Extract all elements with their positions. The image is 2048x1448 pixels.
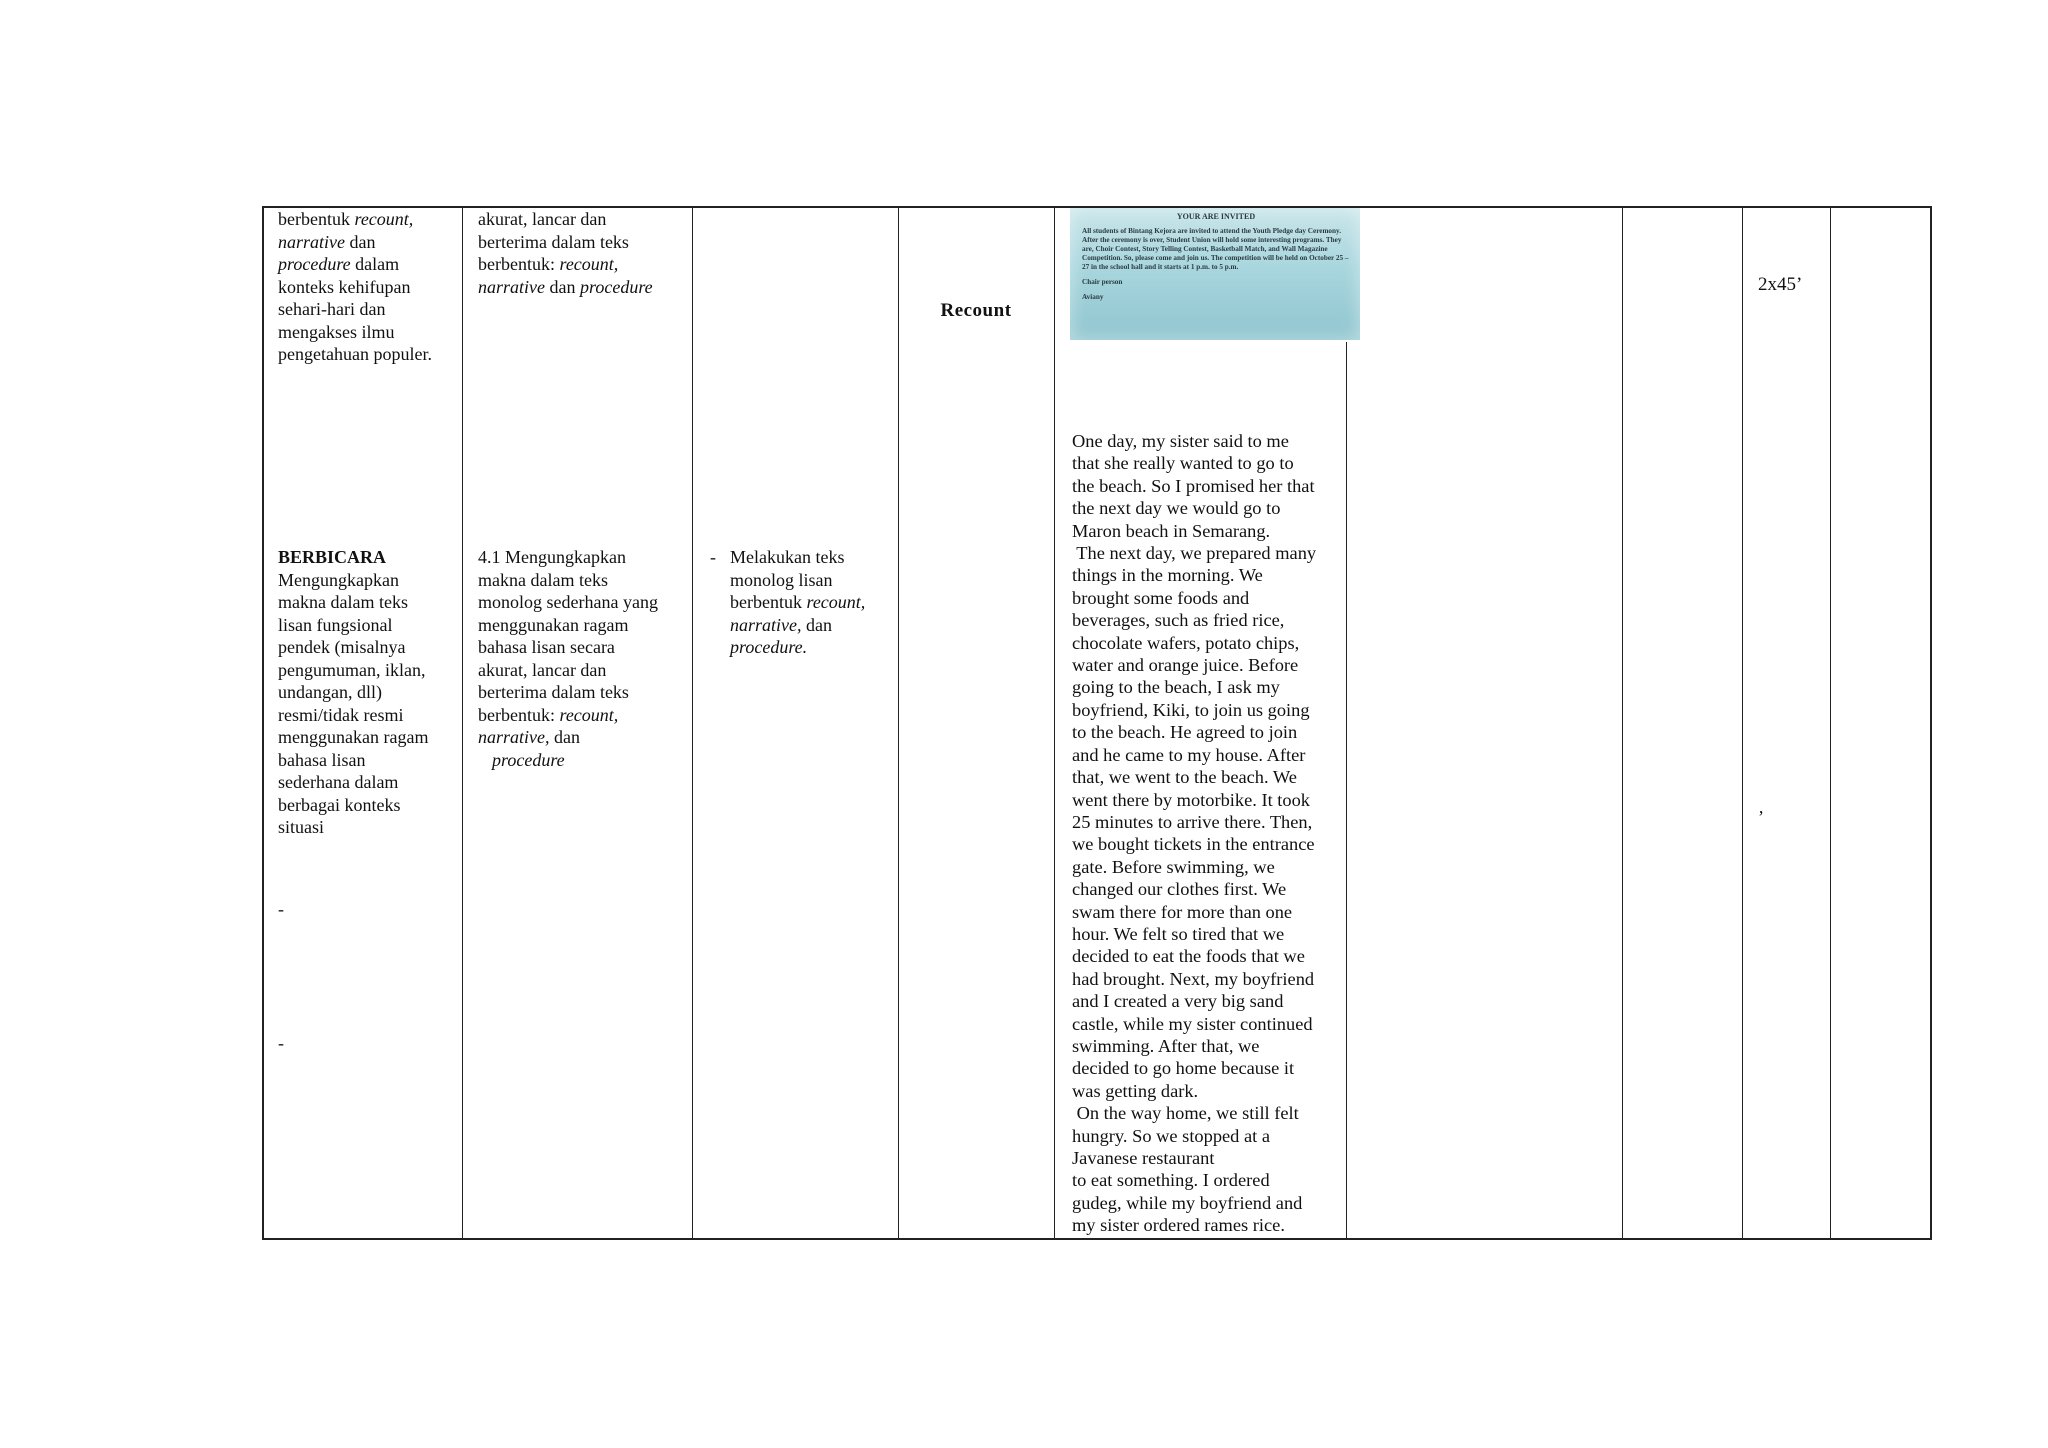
invitation-card-image <box>1070 208 1360 340</box>
text-line: sederhana dalam <box>278 772 399 792</box>
column-divider <box>898 208 899 1238</box>
text-line: mengakses ilmu <box>278 321 395 342</box>
text-fragment: recount, <box>806 592 866 612</box>
story-line: changed our clothes first. We <box>1072 879 1287 900</box>
text-line: pengetahuan populer. <box>278 344 432 364</box>
text-line: makna dalam teks <box>278 592 408 612</box>
text-type-label: Recount <box>940 300 1012 321</box>
standard-competency-cell <box>278 208 458 366</box>
text-fragment: berbentuk: <box>478 704 560 725</box>
invitation-signoff: Chair person <box>1082 278 1123 286</box>
text-fragment: procedure. <box>730 637 808 657</box>
text-fragment: berbentuk <box>730 592 807 612</box>
text-line: berterima dalam teks <box>478 231 629 252</box>
story-line: 25 minutes to arrive there. Then, <box>1072 811 1313 832</box>
text-line: undangan, dll) <box>278 682 382 702</box>
story-line: hungry. So we stopped at a <box>1072 1125 1271 1146</box>
text-fragment: procedure <box>278 254 351 274</box>
column-divider <box>692 208 693 1238</box>
story-line: swam there for more than one <box>1072 901 1293 922</box>
text-line: konteks kehifupan <box>278 276 411 297</box>
bullet-dash: - <box>278 1033 284 1053</box>
text-line: berbagai konteks <box>278 794 401 815</box>
text-line: Melakukan teks <box>730 547 845 567</box>
invitation-body: All students of Bintang Kejora are invited to attend the Youth Pledge day Ceremony. After the ceremony is over, Student Union will hold some interesting programs. They are, Choir Contest, Story Telling Contest, Basketball Match, and Wall Magazine Competition. So, please come and join us. The competition will be held on October 25 – 27 in the school hall and it starts at 1 p.m. to 5 p.m. <box>1082 227 1349 271</box>
story-line: The next day, we prepared many <box>1072 543 1317 564</box>
basic-competency-4-1-cell <box>478 546 688 771</box>
indicator-cell <box>730 546 890 659</box>
time-allocation: 2x45’ <box>1758 274 1803 295</box>
story-line: One day, my sister said to me <box>1072 431 1289 451</box>
text-line: resmi/tidak resmi <box>278 704 404 725</box>
text-line: menggunakan ragam <box>478 614 629 635</box>
text-line: monolog sederhana yang <box>478 592 658 612</box>
text-line: bahasa lisan secara <box>478 637 615 657</box>
speaking-competency-cell <box>278 546 458 839</box>
text-fragment: dan <box>345 231 376 252</box>
text-line: makna dalam teks <box>478 569 608 590</box>
basic-competency-cell <box>478 208 688 298</box>
story-line: and I created a very big sand <box>1072 991 1284 1012</box>
story-line: the beach. So I promised her that <box>1072 475 1315 496</box>
text-fragment: recount, <box>354 209 414 229</box>
story-line: we bought tickets in the entrance <box>1072 834 1315 855</box>
story-line: gudeg, while my boyfriend and <box>1072 1192 1303 1213</box>
story-line: going to the beach, I ask my <box>1072 677 1280 698</box>
text-line: pendek (misalnya <box>278 637 406 657</box>
text-line: 4.1 Mengungkapkan <box>478 547 626 567</box>
story-line: Maron beach in Semarang. <box>1072 520 1271 541</box>
story-line: things in the morning. We <box>1072 565 1263 586</box>
text-line: bahasa lisan <box>278 749 366 770</box>
text-line: pengumuman, iklan, <box>278 659 426 680</box>
story-line: and he came to my house. After <box>1072 744 1306 765</box>
column-divider <box>1622 208 1623 1238</box>
column-divider <box>1054 208 1055 1238</box>
story-line: to the beach. He agreed to join <box>1072 722 1298 743</box>
text-fragment: procedure <box>492 749 565 770</box>
text-fragment: dan <box>549 727 580 747</box>
text-fragment: recount, <box>559 704 619 725</box>
text-fragment: procedure <box>580 276 653 297</box>
invitation-title: YOUR ARE INVITED <box>1176 212 1256 221</box>
story-line: chocolate wafers, potato chips, <box>1072 632 1300 653</box>
text-line: berterima dalam teks <box>478 682 629 702</box>
story-line: On the way home, we still felt <box>1072 1103 1299 1124</box>
text-line: akurat, lancar dan <box>478 659 607 680</box>
text-fragment: narrative <box>278 231 345 252</box>
recount-story-text <box>1072 430 1362 1237</box>
text-fragment: dan <box>801 614 832 635</box>
text-fragment: recount, <box>559 254 619 274</box>
text-fragment: narrative, <box>730 614 802 635</box>
story-line: beverages, such as fried rice, <box>1072 610 1285 631</box>
story-line: decided to eat the foods that we <box>1072 946 1305 967</box>
story-line: went there by motorbike. It took <box>1072 789 1311 810</box>
column-divider <box>1830 208 1831 1238</box>
bullet-dash: - <box>710 547 716 567</box>
story-line: gate. Before swimming, we <box>1072 856 1275 877</box>
story-line: boyfriend, Kiki, to join us going <box>1072 699 1310 720</box>
text-line: akurat, lancar dan <box>478 209 607 229</box>
bullet-dash: - <box>278 899 284 919</box>
invitation-name: Aviany <box>1082 293 1104 301</box>
story-line: had brought. Next, my boyfriend <box>1072 968 1315 989</box>
story-line: to eat something. I ordered <box>1072 1170 1270 1191</box>
lesson-table <box>262 206 1932 1240</box>
section-heading: BERBICARA <box>278 547 387 567</box>
text-line: monolog lisan <box>730 569 833 590</box>
text-line: situasi <box>278 817 325 837</box>
text-fragment: berbentuk <box>278 209 355 229</box>
story-line: brought some foods and <box>1072 587 1250 608</box>
text-line: lisan fungsional <box>278 614 393 635</box>
column-divider <box>1742 208 1743 1238</box>
story-line: was getting dark. <box>1072 1080 1199 1101</box>
text-line: menggunakan ragam <box>278 727 429 747</box>
story-line: castle, while my sister continued <box>1072 1013 1313 1034</box>
story-line: decided to go home because it <box>1072 1058 1295 1079</box>
story-line: that, we went to the beach. We <box>1072 767 1297 788</box>
story-line: that she really wanted to go to <box>1072 453 1294 474</box>
apostrophe-mark: ’ <box>1758 807 1764 827</box>
text-fragment: dan <box>545 276 580 297</box>
story-line: swimming. After that, we <box>1072 1035 1260 1056</box>
story-line: Javanese restaurant <box>1072 1148 1215 1168</box>
text-fragment: dalam <box>350 254 400 274</box>
story-line: hour. We felt so tired that we <box>1072 923 1285 944</box>
text-fragment: narrative, <box>478 727 550 747</box>
story-line: water and orange juice. Before <box>1072 655 1299 676</box>
text-line: sehari-hari dan <box>278 299 386 319</box>
text-line: Mengungkapkan <box>278 569 399 590</box>
text-fragment: narrative <box>478 276 545 297</box>
text-fragment: berbentuk: <box>478 254 560 274</box>
story-line: my sister ordered rames rice. <box>1072 1215 1285 1236</box>
column-divider <box>462 208 463 1238</box>
story-line: the next day we would go to <box>1072 498 1281 519</box>
